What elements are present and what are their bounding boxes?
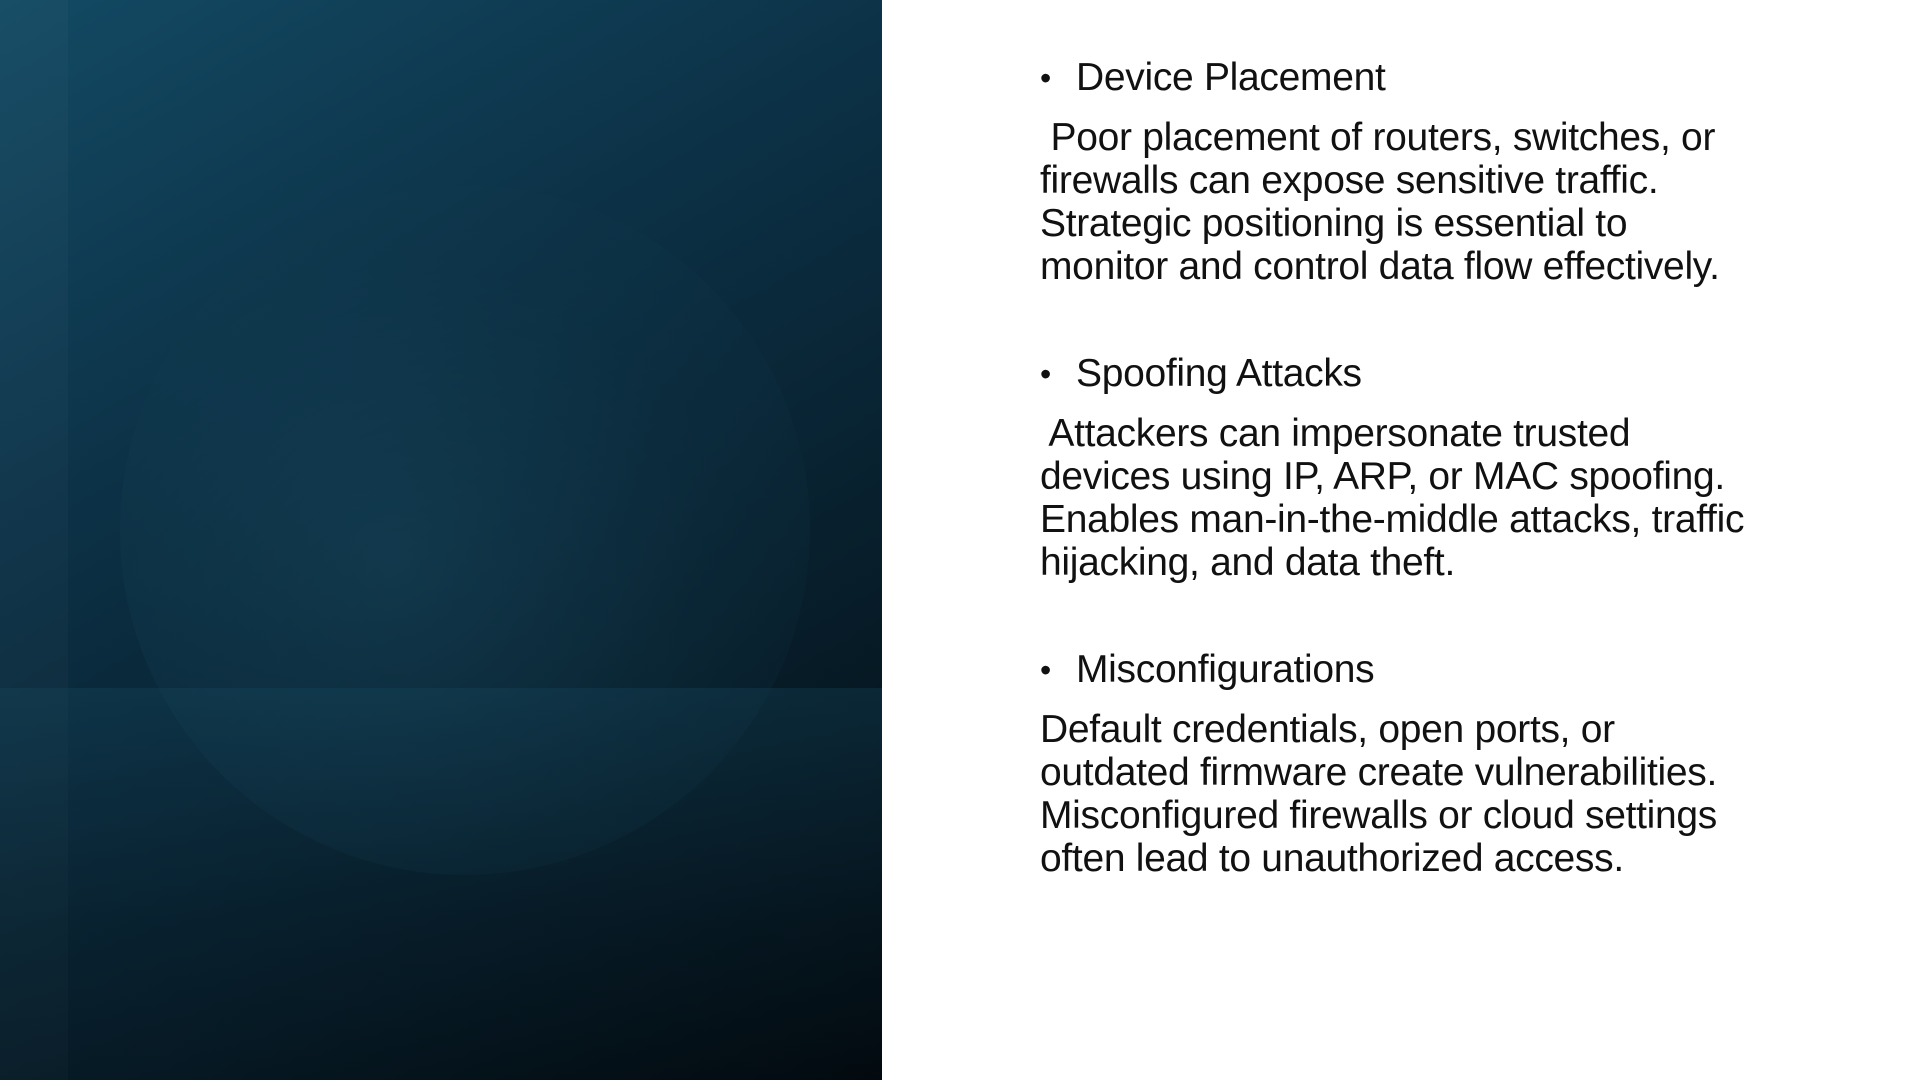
- list-item-device-placement: [1040, 54, 1840, 288]
- decorative-band: [0, 688, 882, 1080]
- item-heading: [1040, 350, 1840, 398]
- body-line: Enables man-in-the-middle attacks, traffic: [1040, 498, 1745, 541]
- bullet-icon: •: [1040, 60, 1051, 96]
- bullet-icon: •: [1040, 652, 1051, 688]
- item-heading-text: Spoofing Attacks: [1076, 352, 1362, 395]
- item-heading-text: Device Placement: [1076, 56, 1386, 99]
- body-line: Default credentials, open ports, or: [1040, 708, 1615, 751]
- body-line: monitor and control data flow effectively.: [1040, 245, 1720, 288]
- content-list: [1040, 54, 1840, 942]
- body-line: hijacking, and data theft.: [1040, 541, 1455, 584]
- body-line: Strategic positioning is essential to: [1040, 202, 1628, 245]
- item-body: [1040, 412, 1840, 584]
- body-line: outdated firmware create vulnerabilities.: [1040, 751, 1718, 794]
- bullet-icon: •: [1040, 356, 1051, 392]
- body-line: Attackers can impersonate trusted: [1040, 412, 1631, 455]
- body-line: firewalls can expose sensitive traffic.: [1040, 159, 1659, 202]
- body-line: Poor placement of routers, switches, or: [1040, 116, 1716, 159]
- body-line: often lead to unauthorized access.: [1040, 837, 1624, 880]
- list-item-misconfigurations: [1040, 646, 1840, 880]
- body-line: devices using IP, ARP, or MAC spoofing.: [1040, 455, 1725, 498]
- body-line: Misconfigured firewalls or cloud settings: [1040, 794, 1717, 837]
- item-heading: [1040, 54, 1840, 102]
- item-body: [1040, 708, 1840, 880]
- item-heading-text: Misconfigurations: [1076, 648, 1375, 691]
- item-heading: [1040, 646, 1840, 694]
- title-panel: [0, 0, 882, 1080]
- item-body: [1040, 116, 1840, 288]
- list-item-spoofing-attacks: [1040, 350, 1840, 584]
